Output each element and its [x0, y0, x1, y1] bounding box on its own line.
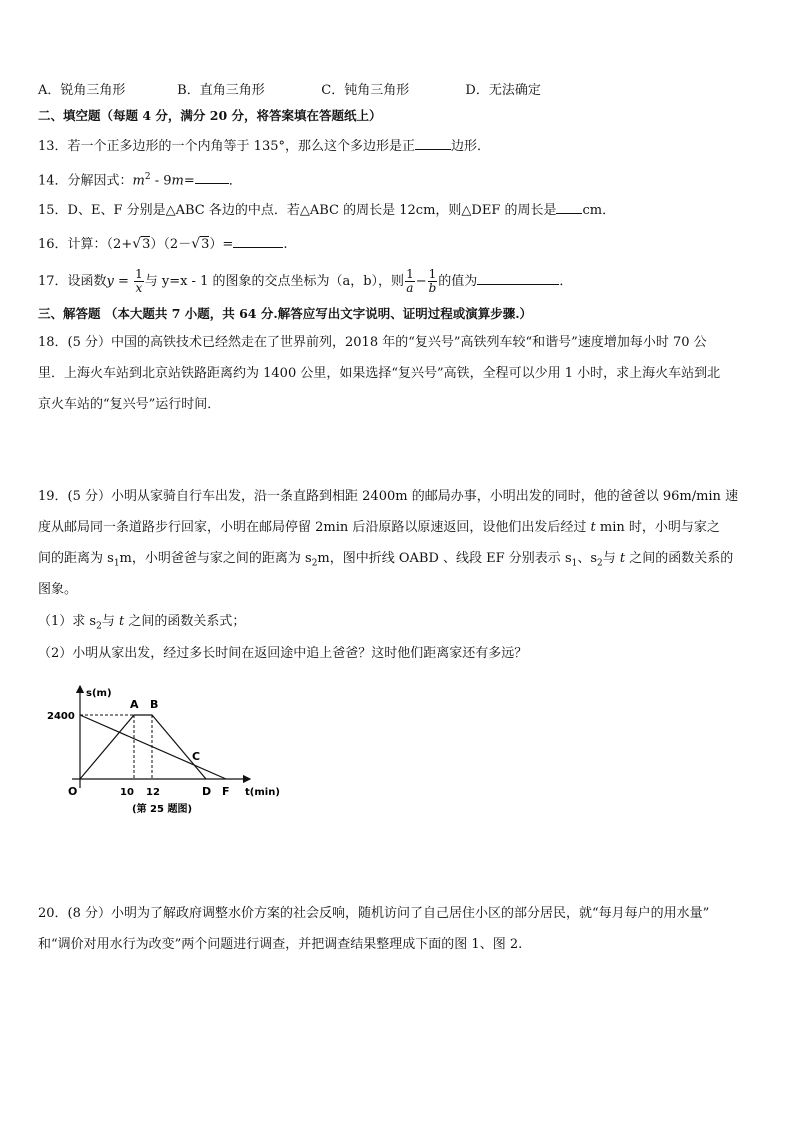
q16-radicand-2: 3: [201, 237, 210, 252]
q16-text: 16．计算：（2+: [38, 237, 133, 252]
q14-text: 14．分解因式：: [38, 173, 133, 189]
point-c-label: C: [192, 750, 201, 763]
sub: 1: [113, 558, 120, 569]
q14-exp: 2: [144, 172, 151, 182]
section3-header: 三、解答题 （本大题共 7 小题，共 64 分.解答应写出文字说明、证明过程或演算步骤.）: [38, 306, 533, 321]
q14-eq: =: [183, 173, 195, 189]
q19-var-t: t: [590, 520, 596, 535]
q12-options: [38, 82, 541, 100]
q14-var: m: [132, 173, 145, 189]
x-tick-12: 12: [146, 787, 160, 798]
q14-post: ．: [228, 173, 242, 189]
q16-post: ）=: [209, 237, 234, 252]
x-axis-label: t(min): [245, 787, 280, 798]
q19-l3-a: 间的距离为 s: [38, 551, 114, 566]
q18-line-2: 里．上海火车站到北京站铁路距离约为 1400 公里，如果选择“复兴号”高铁，全程可以少用 1 小时，求上海火车站到北: [38, 366, 721, 381]
q17-minus: −: [415, 274, 427, 289]
option-a: A．锐角三角形: [38, 83, 126, 98]
line-ef: [80, 715, 226, 779]
sub: 2: [597, 558, 603, 569]
q14-var2: m: [171, 173, 184, 189]
sub: 2: [311, 558, 318, 569]
q16-end: .: [283, 237, 288, 252]
option-b: B．直角三角形: [177, 83, 265, 98]
q19-l2-a: 度从邮局同一条道路步行回家，小明在邮局停留 2min 后沿原路以原速返回，设他们出发后经过: [38, 520, 591, 535]
q18-line-3: 京火车站的“复兴号”运行时间．: [38, 397, 221, 412]
y-axis-label: s(m): [86, 688, 112, 699]
x-tick-10: 10: [120, 787, 134, 798]
q17-y: y: [106, 274, 114, 289]
point-d-label: D: [202, 785, 212, 798]
q17-fraction-1-over-b: [428, 268, 438, 295]
q17-end: ．: [559, 274, 573, 289]
frac-num: 1: [428, 267, 437, 281]
line-oabd: [80, 715, 206, 779]
q17-eq: =: [113, 274, 134, 289]
q17-blank: [477, 270, 559, 285]
section2-header: 二、填空题（每题 4 分，满分 20 分，将答案填在答题纸上）: [38, 108, 382, 123]
q19-sub-2: （2）小明从家出发，经过多长时间在返回途中追上爸爸？这时他们距离家还有多远？: [38, 646, 528, 661]
q17-post: 的值为: [438, 274, 478, 289]
q14-blank: [195, 169, 229, 184]
q19-l3-b: m，小明爸爸与家之间的距离为 s: [119, 551, 312, 566]
q13-blank: [415, 135, 451, 150]
q19-sub1-c: 之间的函数关系式；: [124, 614, 246, 629]
q13-text: 13．若一个正多边形的一个内角等于 135°，那么这个多边形是正: [38, 139, 415, 154]
q18-line-1: 18．(5 分）中国的高铁技术已经然走在了世界前列，2018 年的“复兴号”高铁列车较“和谐号”速度增加每小时 70 公: [38, 335, 707, 350]
q14-minus: - 9: [150, 173, 172, 189]
q17-text: 17．设函数: [38, 274, 107, 289]
option-c: C．钝角三角形: [321, 83, 410, 98]
q15-blank: [556, 199, 582, 214]
q19-line-1: 19．(5 分）小明从家骑自行车出发，沿一条直路到相距 2400m 的邮局办事，小明出发的同时，他的爸爸以 96m/min 速: [38, 489, 739, 504]
figure-caption: (第 25 题图): [132, 804, 193, 815]
sqrt-symbol: √: [191, 236, 201, 252]
sub: 2: [96, 621, 102, 632]
frac-num: 1: [406, 267, 414, 281]
q17-mid: 与 y=x - 1 的图象的交点坐标为（a，b），则: [144, 274, 405, 289]
q16-radicand-1: 3: [142, 237, 151, 252]
q17-fraction-1-over-a: [405, 268, 415, 295]
question-16: [38, 233, 287, 254]
point-a-label: A: [130, 698, 139, 711]
frac-num: 1: [135, 267, 143, 281]
q19-sub1-a: （1）求 s: [38, 614, 97, 629]
question-15: [38, 199, 615, 220]
q19-l3-f: 之间的函数关系的: [625, 551, 734, 566]
point-f-label: F: [222, 785, 230, 798]
q13-post: 边形．: [451, 139, 491, 154]
q19-sub-1: [38, 613, 245, 636]
q16-mid: ）（2－: [150, 237, 192, 252]
q15-post: cm．: [582, 203, 616, 218]
q19-line-2: [38, 519, 720, 537]
frac-den: b: [428, 281, 437, 295]
q19-var-t: t: [118, 614, 125, 629]
option-d: D．无法确定: [465, 83, 541, 98]
q19-l3-e: 与: [602, 551, 620, 566]
question-14: [38, 168, 242, 190]
q17-fraction-1-over-x: [134, 268, 144, 295]
q15-text: 15．D、E、F 分别是△ABC 各边的中点．若△ABC 的周长是 12cm，则△DEF 的周长是: [38, 203, 557, 218]
q19-l3-d: 、s: [577, 551, 598, 566]
q20-line-2: 和“调价对用水行为改变”两个问题进行调查，并把调查结果整理成下面的图 1、图 2.: [38, 937, 523, 952]
q19-l3-c: m，图中折线 OABD 、线段 EF 分别表示 s: [317, 551, 572, 566]
sqrt-symbol: √: [132, 236, 142, 252]
q19-sub1-b: 与: [101, 614, 119, 629]
q19-line-3: [38, 550, 733, 573]
point-b-label: B: [150, 698, 159, 711]
q16-blank: [233, 233, 283, 248]
question-13: [38, 135, 490, 156]
q20-line-1: 20．(8 分）小明为了解政府调整水价方案的社会反响，随机访问了自己居住小区的部分居民，就“每月每户的用水量”: [38, 906, 710, 921]
frac-den: a: [406, 281, 414, 295]
q19-function-graph: [40, 682, 290, 820]
frac-den: x: [135, 281, 143, 295]
q19-l2-b: min 时，小明与家之: [595, 520, 720, 535]
question-17: [38, 266, 572, 298]
sub: 1: [571, 558, 578, 569]
q19-var-t: t: [619, 551, 626, 566]
origin-label: O: [68, 785, 78, 798]
y-tick-2400: 2400: [47, 711, 75, 722]
q19-line-4: 图象。: [38, 582, 78, 597]
